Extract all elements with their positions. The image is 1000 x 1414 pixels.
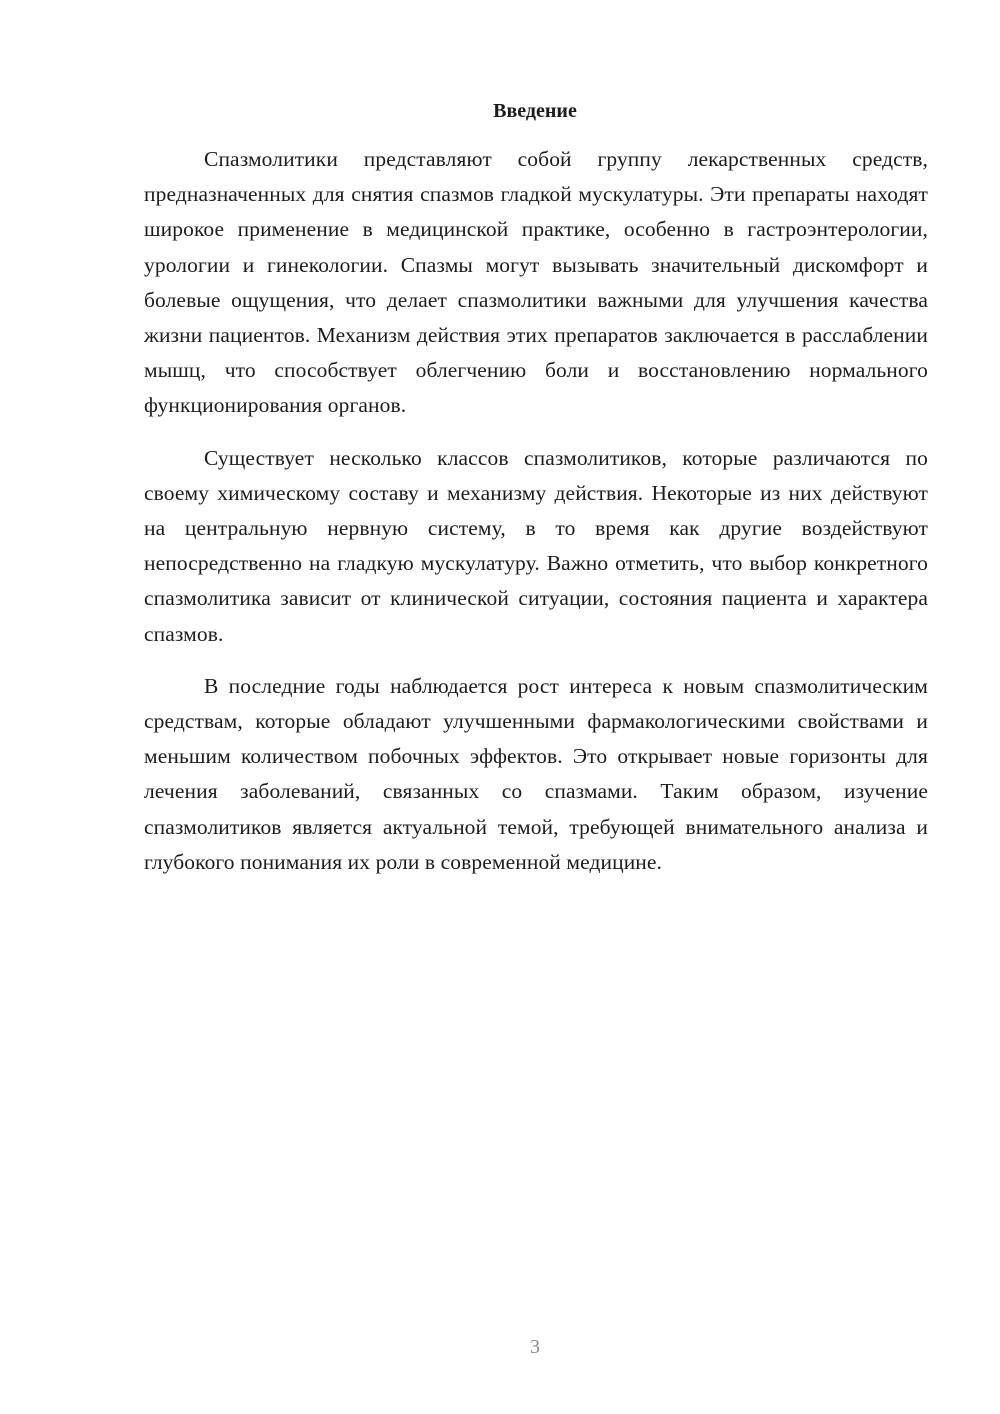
page-heading: Введение [493, 100, 577, 122]
body-text [144, 142, 928, 897]
paragraph-3: В последние годы наблюдается рост интереса к новым спазмолитическим средствам, которые обладают улучшенными фармакологическими свойствами и меньшим количеством побочных эффектов. Это открывает новые горизонты для лечения заболеваний, связанных со спазмами. Таким образом, изучение спазмолитиков является актуальной темой, требующей внимательного анализа и глубокого понимания их роли в современной медицине. [144, 673, 928, 874]
paragraph-2: Существует несколько классов спазмолитиков, которые различаются по своему химическому составу и механизму действия. Некоторые из них действуют на центральную нервную систему, в то время как другие воздействуют непосредственно на гладкую мускулатуру. Важно отметить, что выбор конкретного спазмолитика зависит от клинической ситуации, состояния пациента и характера спазмов. [144, 445, 928, 646]
page-number: 3 [530, 1336, 540, 1358]
paragraph-1: Спазмолитики представляют собой группу лекарственных средств, предназначенных для снятия спазмов гладкой мускулатуры. Эти препараты находят широкое применение в медицинской практике, особенно в гастроэнтерологии, урологии и гинекологии. Спазмы могут вызывать значительный дискомфорт и болевые ощущения, что делает спазмолитики важными для улучшения качества жизни пациентов. Механизм действия этих препаратов заключается в расслаблении мышц, что способствует облегчению боли и восстановлению нормального функционирования органов. [144, 147, 928, 418]
